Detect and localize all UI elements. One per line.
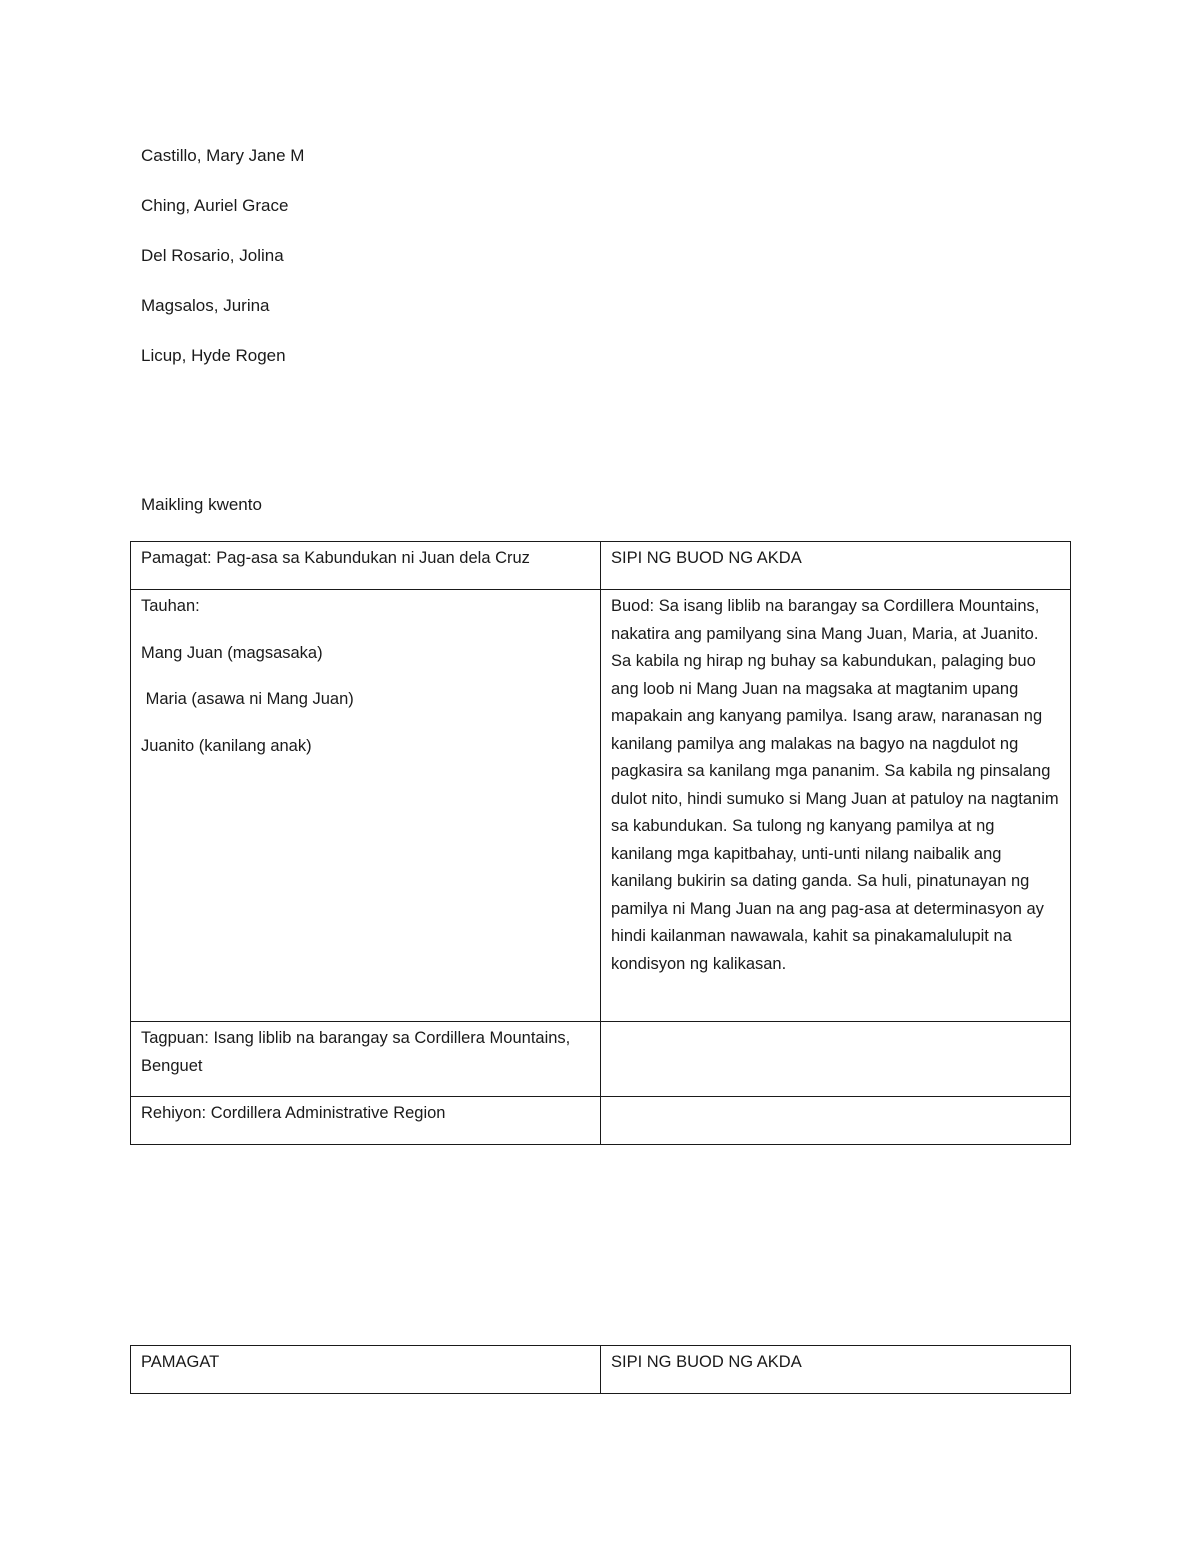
blank-template-table bbox=[130, 1345, 1071, 1394]
pamagat-header-cell: PAMAGAT bbox=[131, 1346, 601, 1394]
group-member-list bbox=[141, 144, 304, 394]
sipi-header-cell: SIPI NG BUOD NG AKDA bbox=[601, 542, 1071, 590]
pamagat-cell: Pamagat: Pag-asa sa Kabundukan ni Juan dela Cruz bbox=[131, 542, 601, 590]
tauhan-label: Tauhan: bbox=[141, 597, 200, 615]
tauhan-cell bbox=[131, 590, 601, 1022]
member-name: Magsalos, Jurina bbox=[141, 296, 270, 315]
character-entry: Maria (asawa ni Mang Juan) bbox=[141, 690, 354, 708]
table-row bbox=[131, 542, 1071, 590]
member-name: Ching, Auriel Grace bbox=[141, 196, 289, 215]
member-name: Del Rosario, Jolina bbox=[141, 246, 284, 265]
story-summary-table bbox=[130, 541, 1071, 1145]
rehiyon-cell: Rehiyon: Cordillera Administrative Region bbox=[131, 1097, 601, 1145]
table-row bbox=[131, 1346, 1071, 1394]
empty-cell bbox=[601, 1097, 1071, 1145]
table-row bbox=[131, 1097, 1071, 1145]
sipi-header-cell: SIPI NG BUOD NG AKDA bbox=[601, 1346, 1071, 1394]
table-row bbox=[131, 1022, 1071, 1097]
member-name: Licup, Hyde Rogen bbox=[141, 346, 286, 365]
section-heading: Maikling kwento bbox=[141, 495, 262, 514]
empty-cell bbox=[601, 1022, 1071, 1097]
table-row bbox=[131, 590, 1071, 1022]
buod-text: Buod: Sa isang liblib na barangay sa Cordillera Mountains, nakatira ang pamilyang sina Mang Juan, Maria, at Juanito. Sa kabila ng hirap ng buhay sa kabundukan, palaging buo ang loob ni Mang Juan na magsaka at magtanim upang mapakain ang kanyang pamilya. Isang araw, naranasan ng kanilang pamilya ang malakas na bagyo na nagdulot ng pagkasira sa kanilang mga pananim. Sa kabila ng pinsalang dulot nito, hindi sumuko si Mang Juan at patuloy na nagtanim sa kabundukan. Sa tulong ng kanyang pamilya at ng kanilang mga kapitbahay, unti-unti nilang naibalik ang kanilang bukirin sa dating ganda. Sa huli, pinatunayan ng pamilya ni Mang Juan na ang pag-asa at determinasyon ay hindi kailanman nawawala, kahit sa pinakamalulupit na kondisyon ng kalikasan. bbox=[611, 597, 1059, 973]
character-entry: Mang Juan (magsasaka) bbox=[141, 643, 323, 662]
buod-cell bbox=[601, 590, 1071, 1022]
character-entry: Juanito (kanilang anak) bbox=[141, 736, 312, 755]
member-name: Castillo, Mary Jane M bbox=[141, 146, 305, 165]
tagpuan-cell: Tagpuan: Isang liblib na barangay sa Cordillera Mountains, Benguet bbox=[131, 1022, 601, 1097]
